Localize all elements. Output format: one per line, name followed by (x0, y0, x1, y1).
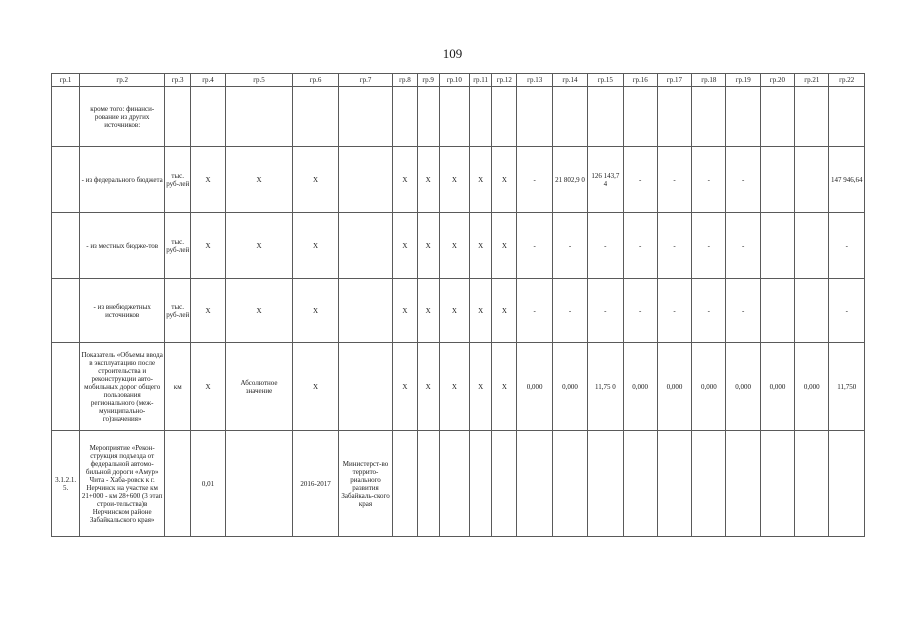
table-cell (552, 431, 587, 537)
table-cell: X (439, 213, 469, 279)
page-number: 109 (442, 46, 463, 61)
table-cell (760, 87, 794, 147)
table-cell (338, 87, 393, 147)
table-cell: Абсолютное значение (225, 343, 293, 431)
table-cell: 0,000 (657, 343, 691, 431)
table-cell: X (393, 213, 417, 279)
table-cell: 0,000 (517, 343, 552, 431)
table-cell (439, 87, 469, 147)
table-cell (760, 279, 794, 343)
table-cell: - (517, 279, 552, 343)
table-cell (588, 87, 623, 147)
table-cell: X (470, 213, 492, 279)
column-header: гр.7 (338, 74, 393, 87)
table-cell: 0,000 (552, 343, 587, 431)
column-header: гр.1 (52, 74, 80, 87)
row-description-cell: - из местных бюдже-тов (80, 213, 165, 279)
table-cell: 147 946,64 (829, 147, 865, 213)
table-cell (393, 431, 417, 537)
row-description-cell: - из федерального бюджета (80, 147, 165, 213)
table-cell: X (191, 213, 225, 279)
table-cell (492, 87, 517, 147)
table-cell: X (470, 279, 492, 343)
table-cell: X (470, 343, 492, 431)
column-header: гр.11 (470, 74, 492, 87)
table-cell: - (726, 147, 760, 213)
table-cell (165, 87, 191, 147)
table-cell: - (692, 147, 726, 213)
table-cell: км (165, 343, 191, 431)
column-header: гр.5 (225, 74, 293, 87)
table-cell (760, 431, 794, 537)
table-cell: тыс. руб-лей (165, 213, 191, 279)
table-cell: X (225, 147, 293, 213)
row-code-cell: 3.1.2.1. 5. (52, 431, 80, 537)
table-cell: - (552, 279, 587, 343)
table-cell (338, 279, 393, 343)
table-cell: X (293, 147, 338, 213)
table-cell (417, 87, 439, 147)
table-row (52, 279, 865, 343)
row-description-cell: Мероприятие «Рекон-струкция подъезда от федеральной автомо-бильной дороги «Амур» Чита - Хаба-ровск к г. Нерчинск на участке км 21+000 - км 28+600 (3 этап строи-тельства)в Нерчинском районе Забайкальского края» (80, 431, 165, 537)
table-cell: X (417, 279, 439, 343)
table-cell (338, 343, 393, 431)
table-cell: X (393, 279, 417, 343)
row-code-cell (52, 279, 80, 343)
table-cell (552, 87, 587, 147)
table-cell: X (439, 343, 469, 431)
table-cell (795, 213, 829, 279)
table-cell: X (417, 147, 439, 213)
table-cell: X (191, 279, 225, 343)
table-cell (338, 147, 393, 213)
table-cell: - (829, 279, 865, 343)
column-header: гр.3 (165, 74, 191, 87)
table-row (52, 147, 865, 213)
column-header: гр.10 (439, 74, 469, 87)
header-row (52, 74, 865, 87)
table-cell: X (439, 279, 469, 343)
row-code-cell (52, 343, 80, 431)
table-cell: - (726, 279, 760, 343)
table-cell: X (417, 213, 439, 279)
column-header: гр.19 (726, 74, 760, 87)
table-cell: 11,750 (829, 343, 865, 431)
table-cell: X (417, 343, 439, 431)
table-cell (760, 213, 794, 279)
table-cell: Министерст-во террито-риального развития Забайкаль-ского края (338, 431, 393, 537)
column-header: гр.13 (517, 74, 552, 87)
table-cell: X (492, 279, 517, 343)
table-cell (795, 87, 829, 147)
table-cell (470, 87, 492, 147)
table-cell (692, 87, 726, 147)
table-cell: X (492, 343, 517, 431)
table-cell (293, 87, 338, 147)
table-cell: X (393, 343, 417, 431)
table-cell: 11,75 0 (588, 343, 623, 431)
table-cell: - (623, 279, 657, 343)
row-description-cell: Показатель «Объемы ввода в эксплуатацию после строительства и реконструкции авто-мобильных дорог общего пользования регионального (меж-муниципально-го)значения» (80, 343, 165, 431)
table-cell: тыс. руб-лей (165, 279, 191, 343)
table-cell (795, 279, 829, 343)
table-cell (165, 431, 191, 537)
table-cell (470, 431, 492, 537)
table-cell (829, 431, 865, 537)
table-cell: 0,000 (726, 343, 760, 431)
table-cell (439, 431, 469, 537)
table-cell: X (293, 343, 338, 431)
table-cell: 0,000 (623, 343, 657, 431)
table-cell: X (225, 279, 293, 343)
table-cell: - (657, 147, 691, 213)
table-cell (588, 431, 623, 537)
table-cell (623, 87, 657, 147)
column-header: гр.4 (191, 74, 225, 87)
table-cell (760, 147, 794, 213)
table-cell (338, 213, 393, 279)
column-header: гр.17 (657, 74, 691, 87)
table-cell: - (588, 279, 623, 343)
column-header: гр.12 (492, 74, 517, 87)
table-row (52, 213, 865, 279)
table-cell (417, 431, 439, 537)
table-cell: X (439, 147, 469, 213)
table-cell: - (657, 213, 691, 279)
column-header: гр.14 (552, 74, 587, 87)
row-description-cell: - из внебюджетных источников (80, 279, 165, 343)
table-cell: - (517, 147, 552, 213)
table-cell: тыс. руб-лей (165, 147, 191, 213)
table-cell: X (225, 213, 293, 279)
table-cell: 0,000 (692, 343, 726, 431)
table-cell: 0,01 (191, 431, 225, 537)
column-header: гр.8 (393, 74, 417, 87)
column-header: гр.2 (80, 74, 165, 87)
table-cell: 21 802,9 0 (552, 147, 587, 213)
row-code-cell (52, 213, 80, 279)
table-row (52, 343, 865, 431)
table-cell (517, 87, 552, 147)
table-cell: X (393, 147, 417, 213)
column-header: гр.20 (760, 74, 794, 87)
table-cell (393, 87, 417, 147)
table-cell: 0,000 (795, 343, 829, 431)
table-cell (726, 87, 760, 147)
table-cell (795, 147, 829, 213)
table-cell: - (692, 279, 726, 343)
table-cell: - (692, 213, 726, 279)
table-cell: X (191, 147, 225, 213)
table-cell (795, 431, 829, 537)
column-header: гр.21 (795, 74, 829, 87)
row-code-cell (52, 147, 80, 213)
column-header: гр.16 (623, 74, 657, 87)
table-row (52, 87, 865, 147)
table-cell: X (470, 147, 492, 213)
table-cell: 126 143,7 4 (588, 147, 623, 213)
table-cell: X (293, 213, 338, 279)
row-code-cell (52, 87, 80, 147)
row-description-cell: кроме того: финанси-рование из других источников: (80, 87, 165, 147)
table-cell (225, 431, 293, 537)
table-cell: 2016-2017 (293, 431, 338, 537)
table-cell (829, 87, 865, 147)
table-cell (517, 431, 552, 537)
table-cell: X (293, 279, 338, 343)
table-cell: - (552, 213, 587, 279)
table-cell: X (492, 147, 517, 213)
budget-table (51, 73, 865, 537)
table-cell (657, 431, 691, 537)
table-cell: - (588, 213, 623, 279)
column-header: гр.18 (692, 74, 726, 87)
table-cell (492, 431, 517, 537)
table-cell: - (726, 213, 760, 279)
column-header: гр.9 (417, 74, 439, 87)
table-cell: - (829, 213, 865, 279)
table-cell (692, 431, 726, 537)
table-cell: X (492, 213, 517, 279)
table-cell: - (517, 213, 552, 279)
table-cell: - (657, 279, 691, 343)
column-header: гр.22 (829, 74, 865, 87)
table-cell (726, 431, 760, 537)
table-cell: - (623, 147, 657, 213)
table-cell: 0,000 (760, 343, 794, 431)
table-cell (657, 87, 691, 147)
table-cell (191, 87, 225, 147)
table-row (52, 431, 865, 537)
table-cell: X (191, 343, 225, 431)
table-cell: - (623, 213, 657, 279)
column-header: гр.15 (588, 74, 623, 87)
table-cell (623, 431, 657, 537)
table-cell (225, 87, 293, 147)
column-header: гр.6 (293, 74, 338, 87)
